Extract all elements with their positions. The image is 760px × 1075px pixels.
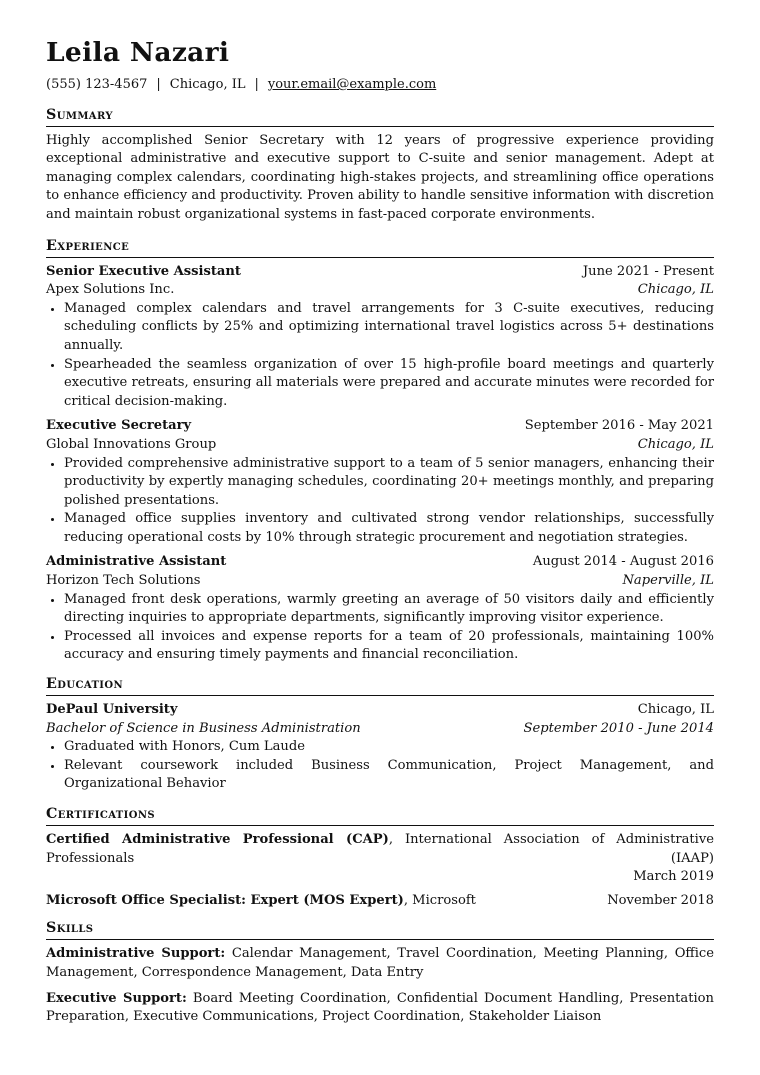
job-entry — [46, 553, 714, 665]
certification-issuer: , International Association of Administrative Professionals (IAAP) — [46, 832, 714, 866]
job-dates: September 2016 - May 2021 — [524, 418, 714, 434]
job-bullet: • Processed all invoices and expense reports for a team of 20 professionals, maintaining 100% accuracy and ensuring timely payments and financial reconciliation. — [64, 628, 714, 665]
job-bullet: • Managed complex calendars and travel arrangements for 3 C-suite executives, reducing scheduling conflicts by 25% and optimizing international travel logistics across 5+ destinations annually. — [64, 300, 714, 356]
certification-entry — [46, 831, 714, 887]
certification-name: Microsoft Office Specialist: Expert (MOS Expert) — [46, 892, 404, 908]
skill-label: Administrative Support: — [46, 946, 226, 962]
section-title-certifications: Certifications — [46, 804, 714, 826]
education-dates: September 2010 - June 2014 — [523, 720, 714, 736]
job-bullets — [46, 591, 714, 665]
job-location: Chicago, IL — [637, 436, 714, 452]
job-role: Executive Secretary — [46, 418, 192, 434]
phone: (555) 123-4567 — [46, 77, 148, 92]
job-bullet: • Provided comprehensive administrative support to a team of 5 senior managers, enhancing their productivity by expertly managing schedules, coordinating 20+ meetings monthly, and preparing polished presentations. — [64, 455, 714, 511]
certification-issuer: , Microsoft — [403, 892, 476, 908]
education-bullet: • Relevant coursework included Business Communication, Project Management, and Organizational Behavior — [64, 757, 714, 794]
education-bullets — [46, 738, 714, 794]
candidate-name: Leila Nazari — [46, 37, 230, 68]
job-company: Apex Solutions Inc. — [46, 282, 175, 298]
school-name: DePaul University — [46, 702, 178, 718]
section-title-summary: Summary — [46, 105, 714, 127]
email-link[interactable]: your.email@example.com — [267, 77, 437, 92]
job-location: Naperville, IL — [622, 573, 714, 589]
job-location: Chicago, IL — [637, 282, 714, 298]
skill-list: Board Meeting Coordination, Confidential Document Handling, Presentation Preparation, Executive Communications, Project Coordination, Stakeholder Liaison — [46, 990, 714, 1025]
job-bullets — [46, 300, 714, 412]
certification-date: March 2019 — [633, 869, 714, 885]
job-company: Global Innovations Group — [46, 436, 217, 452]
section-title-skills: Skills — [46, 918, 714, 940]
section-title-education: Education — [46, 674, 714, 696]
contact-separator: | — [156, 77, 161, 92]
location: Chicago, IL — [169, 77, 246, 92]
job-role: Administrative Assistant — [46, 554, 227, 570]
skill-group — [46, 990, 714, 1027]
job-entry — [46, 263, 714, 412]
skill-group — [46, 945, 714, 982]
contact-separator: | — [254, 77, 259, 92]
skill-label: Executive Support: — [46, 990, 187, 1006]
job-dates: June 2021 - Present — [582, 263, 714, 279]
job-role: Senior Executive Assistant — [46, 263, 241, 279]
section-title-experience: Experience — [46, 236, 714, 258]
job-bullet: • Spearheaded the seamless organization of over 15 high-profile board meetings and quarterly executive retreats, ensuring all materials were prepared and accurate minutes were recorded for critical decision-making. — [64, 356, 714, 412]
job-bullet: • Managed front desk operations, warmly greeting an average of 50 visitors daily and efficiently directing inquiries to appropriate departments, significantly improving visitor experience. — [64, 591, 714, 628]
job-bullets — [46, 455, 714, 548]
contact-line — [46, 76, 714, 95]
certification-name: Certified Administrative Professional (CAP) — [46, 832, 389, 847]
job-entry — [46, 417, 714, 547]
education-bullet: • Graduated with Honors, Cum Laude — [64, 738, 714, 757]
skill-list: Calendar Management, Travel Coordination, Meeting Planning, Office Management, Correspondence Management, Data Entry — [46, 946, 714, 980]
job-company: Horizon Tech Solutions — [46, 573, 201, 589]
degree: Bachelor of Science in Business Administration — [46, 720, 361, 736]
certification-date: November 2018 — [607, 892, 714, 908]
school-location: Chicago, IL — [637, 702, 714, 718]
summary-text: Highly accomplished Senior Secretary with 12 years of progressive experience providing exceptional administrative and executive support to C-suite and senior management. Adept at managing complex calendars, coordinating high-stakes projects, and streamlining office operations to enhance efficiency and productivity. Proven ability to handle sensitive information with discretion and maintain robust organizational systems in fast-paced corporate environments. — [46, 132, 714, 222]
certification-entry — [46, 892, 714, 911]
job-bullet: • Managed office supplies inventory and cultivated strong vendor relationships, successfully reducing operational costs by 10% through strategic procurement and negotiation strategies. — [64, 510, 714, 547]
resume — [46, 36, 714, 1034]
job-dates: August 2014 - August 2016 — [532, 554, 714, 570]
